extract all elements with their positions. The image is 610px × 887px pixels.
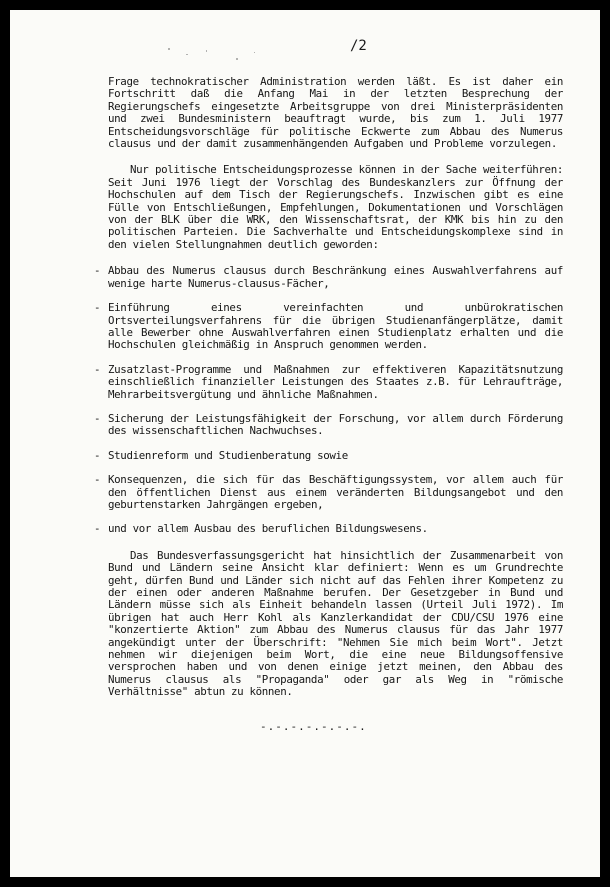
bullet-dash: - [94,411,101,425]
bullet-dash: - [94,522,101,536]
bullet-text: und vor allem Ausbau des beruflichen Bildungswesens. [108,522,428,536]
page-number: /2 [350,38,367,54]
bullet-text: Sicherung der Leistungsfähigkeit der Forschung, vor allem durch Förderung des wissenschaftlichen Nachwuchses. [108,411,563,438]
paragraph-1: Frage technokratischer Administration werden läßt. Es ist daher ein Fortschritt daß die Anfang Mai in der letzten Besprechung der Regierungschefs eingesetzte Arbeitsgruppe von drei Ministerpräsidenten und zwei Bundesministern beauftragt wurde, bis zum 1. Juli 1977 Entscheidungsvorschläge für politische Eckwerte zum Abbau des Numerus clausus und der damit zusammenhängenden Aufgaben und Probleme vorzulegen. [108,75,563,151]
bullet-item [94,411,563,438]
bullet-dash: - [94,264,101,278]
bullet-dash: - [94,301,101,315]
bullet-item [94,473,563,511]
bullet-text: Studienreform und Studienberatung sowie [108,448,348,462]
bullet-item [94,301,563,352]
scan-speck [236,58,238,60]
paragraph-3: Das Bundesverfassungsgericht hat hinsichtlich der Zusammenarbeit von Bund und Ländern seine Ansicht klar definiert: Wenn es um Grundrechte geht, dürfen Bund und Länder sich nicht auf das Fehlen ihrer Kompetenz zu der einen oder anderen Maßnahme berufen. Der Gesetzgeber in Bund und Ländern müsse sich als Einheit behandeln lassen (Urteil Juli 1972). Im übrigen hat auch Herr Kohl als Kanzlerkandidat der CDU/CSU 1976 eine "konzertierte Aktion" zum Abbau des Numerus clausus für das Jahr 1977 angekündigt unter der Überschrift: "Nehmen Sie mich beim Wort". Jetzt nehmen wir diejenigen beim Wort, die eine neue Bildungsoffensive versprochen haben und von denen einige jetzt meinen, den Abbau des Numerus clausus als "Propaganda" oder gar als Weg in "römische Verhältnisse" abtun zu können. [108,548,563,699]
document-body [94,75,563,699]
bullet-dash: - [94,362,101,376]
bullet-dash: - [94,448,101,462]
scan-speck [254,52,255,53]
paragraph-2: Nur politische Entscheidungsprozesse können in der Sache weiterführen: Seit Juni 1976 liegt der Vorschlag des Bundeskanzlers zur Öffnung der Hochschulen auf dem Tisch der Regierungschefs. Inzwischen gibt es eine Fülle von Entschließungen, Empfehlungen, Dokumentationen und Vorschlägen von der BLK über die WRK, den Wissenschaftsrat, der KMK bis hin zu den politischen Parteien. Die Sachverhalte und Entscheidungskomplexe sind in den vielen Stellungnahmen deutlich geworden: [108,163,563,251]
bullet-item [94,362,563,401]
document-page [10,10,600,877]
bullet-item [94,448,563,462]
scan-speck [186,54,188,55]
scan-speck [206,50,207,52]
bullet-text: Abbau des Numerus clausus durch Beschränkung eines Auswahlverfahrens auf wenige harte Numerus-clausus-Fächer, [108,264,563,290]
section-separator: -.-.-.-.-.-.-. [260,720,367,733]
scan-speck [168,48,170,50]
bullet-item [94,522,563,536]
bullet-text: Konsequenzen, die sich für das Beschäftigungssystem, vor allem auch für den öffentlichen Dienst aus einem veränderten Bildungsangebot und den geburtenstarken Jahrgängen ergeben, [108,473,563,511]
bullet-text: Einführung eines vereinfachten und unbürokratischen Ortsverteilungsverfahrens für die übrigen Studienanfängerplätze, damit alle Bewerber ohne Auswahlverfahren einen Studienplatz erhalten und die Hochschulen gleichmäßig in Anspruch genommen werden. [108,301,563,352]
bullet-dash: - [94,473,101,487]
bullet-text: Zusatzlast-Programme und Maßnahmen zur effektiveren Kapazitätsnutzung einschließlich finanzieller Leistungen des Staates z.B. für Lehraufträge, Mehrarbeitsvergütung und ähnliche Maßnahmen. [108,362,563,401]
bullet-item [94,264,563,290]
